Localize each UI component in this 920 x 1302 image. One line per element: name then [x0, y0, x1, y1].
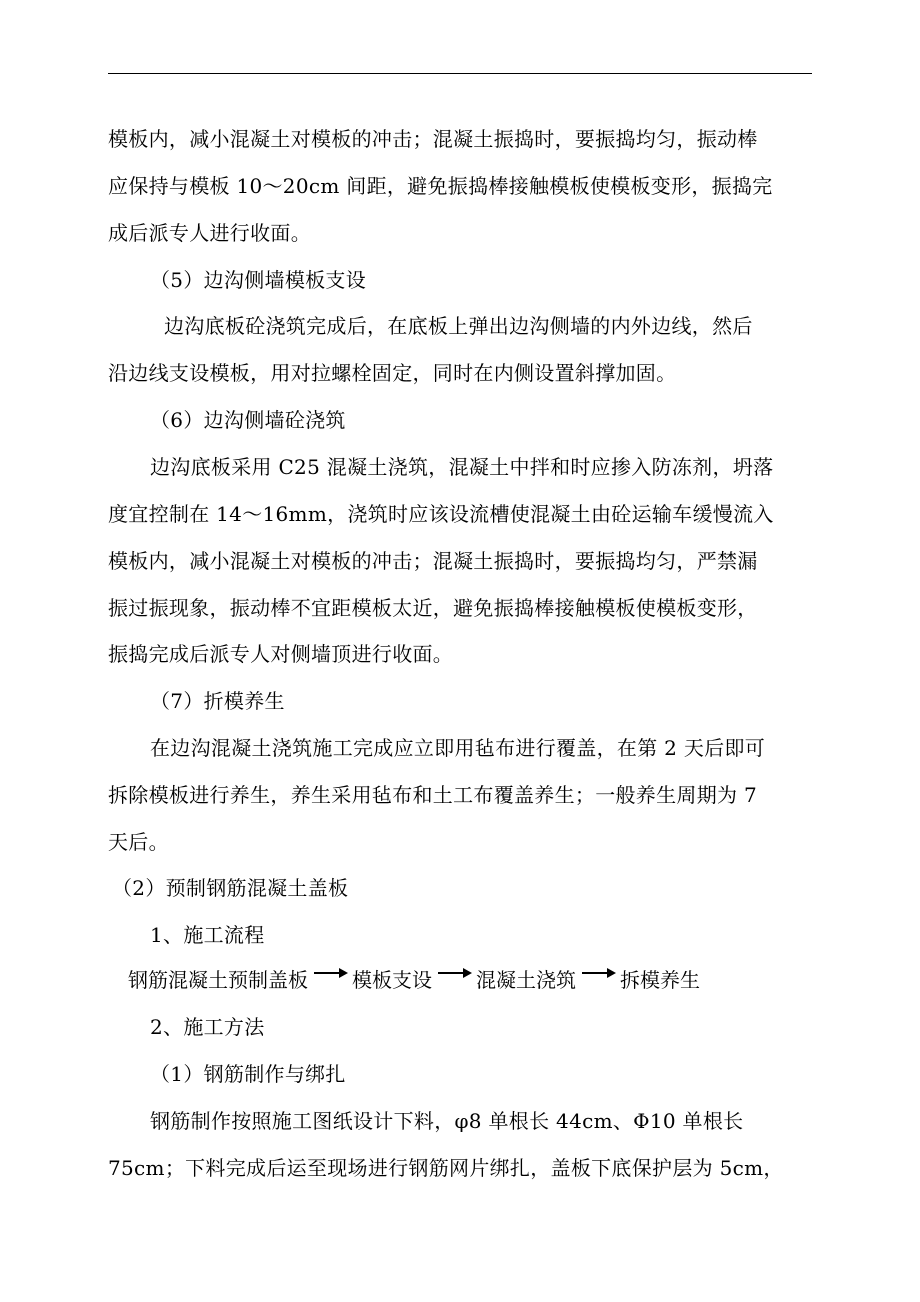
text-line: 75cm；下料完成后运至现场进行钢筋网片绑扎，盖板下底保护层为 5cm， [108, 1156, 784, 1180]
text-line: 应保持与模板 10～20cm 间距，避免振捣棒接触模板使模板变形，振捣完 [108, 174, 773, 198]
subsection-heading-1: 1、施工流程 [150, 923, 265, 947]
header-rule [108, 73, 812, 74]
text-line: 天后。 [108, 830, 169, 854]
section-heading-rebar: （1）钢筋制作与绑扎 [150, 1062, 346, 1086]
text-line: 成后派专人进行收面。 [108, 221, 311, 245]
text-line: 度宜控制在 14～16mm，浇筑时应该设流槽使混凝土由砼运输车缓慢流入 [108, 502, 774, 526]
arrow-right-icon [580, 966, 616, 994]
section-heading-6: （6）边沟侧墙砼浇筑 [150, 408, 346, 432]
text-line: 振过振现象，振动棒不宜距模板太近，避免振捣棒接触模板使模板变形， [108, 596, 758, 620]
text-line: 边沟底板采用 C25 混凝土浇筑，混凝土中拌和时应掺入防冻剂，坍落 [150, 455, 774, 479]
text-line: 模板内，减小混凝土对模板的冲击；混凝土振捣时，要振捣均匀，振动棒 [108, 127, 758, 151]
flow-step: 钢筋混凝土预制盖板 [128, 968, 308, 992]
text-line: 模板内，减小混凝土对模板的冲击；混凝土振捣时，要振捣均匀，严禁漏 [108, 549, 758, 573]
section-heading-7: （7）折模养生 [150, 689, 285, 713]
text-line: 振捣完成后派专人对侧墙顶进行收面。 [108, 642, 454, 666]
flow-step: 拆模养生 [620, 968, 700, 992]
flow-step: 模板支设 [352, 968, 432, 992]
section-heading-2: （2）预制钢筋混凝土盖板 [112, 876, 349, 900]
section-heading-5: （5）边沟侧墙模板支设 [150, 268, 367, 292]
text-line: 在边沟混凝土浇筑施工完成应立即用毡布进行覆盖，在第 2 天后即可 [150, 736, 766, 760]
arrow-right-icon [312, 966, 348, 994]
text-line: 钢筋制作按照施工图纸设计下料，φ8 单根长 44cm、Φ10 单根长 [150, 1109, 744, 1133]
arrow-right-icon [436, 966, 472, 994]
flow-step: 混凝土浇筑 [476, 968, 576, 992]
text-line: 边沟底板砼浇筑完成后，在底板上弹出边沟侧墙的内外边线，然后 [164, 314, 753, 338]
text-line: 拆除模板进行养生，养生采用毡布和土工布覆盖养生；一般养生周期为 7 [108, 783, 757, 807]
text-line: 沿边线支设模板，用对拉螺栓固定，同时在内侧设置斜撑加固。 [108, 361, 677, 385]
subsection-heading-2: 2、施工方法 [150, 1015, 265, 1039]
process-flow [128, 966, 700, 994]
